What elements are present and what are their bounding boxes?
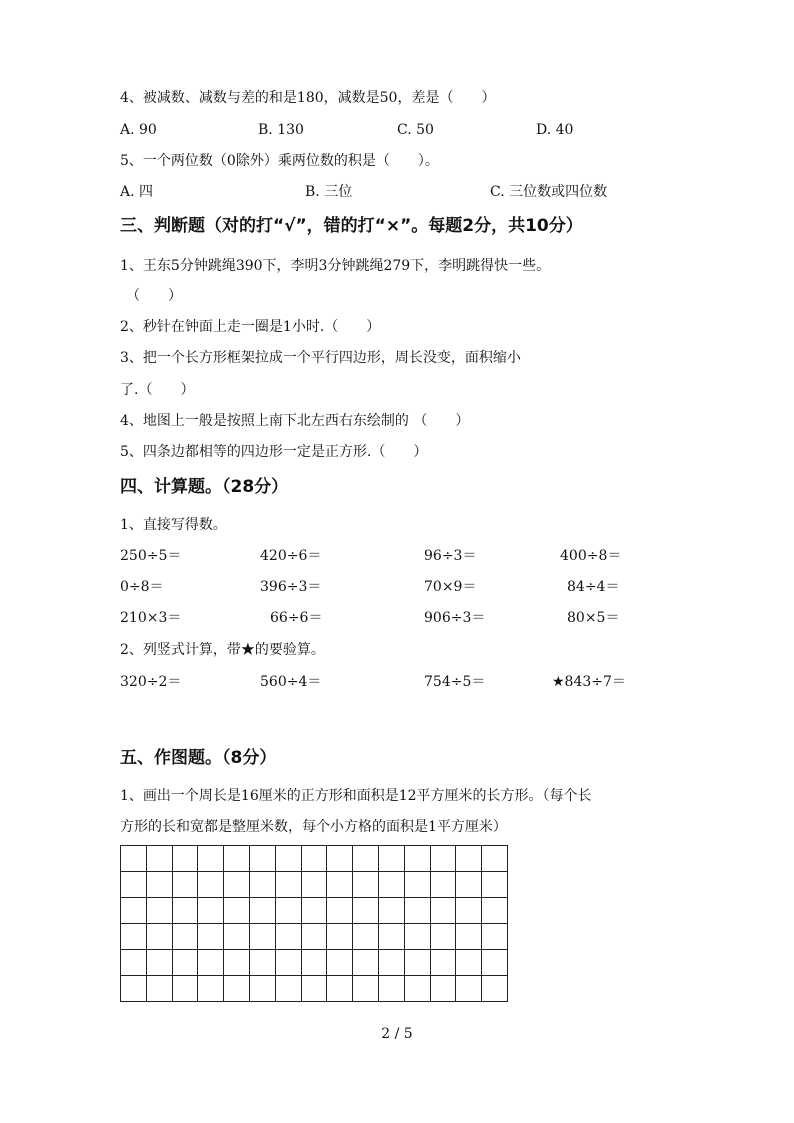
grid-cell xyxy=(276,976,302,1002)
grid-cell xyxy=(431,872,457,898)
grid-cell xyxy=(327,976,353,1002)
s3-item-3: 3、把一个长方形框架拉成一个平行四边形，周长没变，面积缩小 xyxy=(120,350,521,366)
grid-cell xyxy=(456,950,482,976)
vertical-calc-4: ★843÷7＝ xyxy=(552,674,626,690)
grid-cell xyxy=(224,872,250,898)
grid-cell xyxy=(379,846,405,872)
s4-sub1: 1、直接写得数。 xyxy=(120,517,227,533)
grid-cell xyxy=(431,846,457,872)
grid-cell xyxy=(198,898,224,924)
grid-cell xyxy=(224,846,250,872)
grid-cell xyxy=(353,846,379,872)
s5-line-2: 方形的长和宽都是整厘米数，每个小方格的面积是1平方厘米） xyxy=(120,819,507,835)
grid-cell xyxy=(353,976,379,1002)
grid-cell xyxy=(405,846,431,872)
calc-r2-c1: 0÷8＝ xyxy=(120,579,164,595)
grid-cell xyxy=(482,924,508,950)
calc-r1-c2: 420÷6＝ xyxy=(260,548,322,564)
grid-cell xyxy=(147,898,173,924)
grid-cell xyxy=(482,872,508,898)
grid-cell xyxy=(302,846,328,872)
grid-cell xyxy=(173,950,199,976)
grid-cell xyxy=(198,872,224,898)
grid-cell xyxy=(276,898,302,924)
s3-item-2: 2、秒针在钟面上走一圈是1小时.（ ） xyxy=(120,319,381,335)
grid-cell xyxy=(224,924,250,950)
grid-cell xyxy=(353,872,379,898)
page-number: 2 / 5 xyxy=(381,1026,413,1042)
grid-cell xyxy=(250,872,276,898)
grid-cell xyxy=(482,898,508,924)
grid-cell xyxy=(302,898,328,924)
grid-cell xyxy=(405,924,431,950)
grid-cell xyxy=(173,872,199,898)
grid-cell xyxy=(173,898,199,924)
calc-r1-c3: 96÷3＝ xyxy=(424,548,477,564)
calc-r2-c3: 70×9＝ xyxy=(424,579,477,595)
grid-cell xyxy=(482,976,508,1002)
grid-cell xyxy=(250,898,276,924)
s3-item-3-cont: 了.（ ） xyxy=(120,382,195,398)
grid-cell xyxy=(121,976,147,1002)
grid-cell xyxy=(250,976,276,1002)
grid-cell xyxy=(405,872,431,898)
calc-r1-c1: 250÷5＝ xyxy=(120,548,182,564)
grid-cell xyxy=(431,950,457,976)
grid-cell xyxy=(198,846,224,872)
grid-cell xyxy=(147,976,173,1002)
grid-cell xyxy=(431,898,457,924)
grid-cell xyxy=(379,950,405,976)
q5-option-b: B. 三位 xyxy=(305,184,353,200)
grid-cell xyxy=(173,976,199,1002)
grid-cell xyxy=(121,898,147,924)
grid-cell xyxy=(482,846,508,872)
grid-cell xyxy=(405,898,431,924)
grid-cell xyxy=(353,950,379,976)
q5-option-c: C. 三位数或四位数 xyxy=(490,184,608,200)
grid-cell xyxy=(302,872,328,898)
grid-cell xyxy=(198,924,224,950)
q5-option-a: A. 四 xyxy=(120,184,154,200)
s3-item-5: 5、四条边都相等的四边形一定是正方形.（ ） xyxy=(120,444,428,460)
grid-cell xyxy=(250,846,276,872)
grid-cell xyxy=(173,924,199,950)
grid-cell xyxy=(224,976,250,1002)
grid-cell xyxy=(456,898,482,924)
grid-cell xyxy=(198,950,224,976)
vertical-calc-2: 560÷4＝ xyxy=(260,674,322,690)
grid-cell xyxy=(276,924,302,950)
grid-cell xyxy=(302,976,328,1002)
grid-cell xyxy=(327,924,353,950)
q4-option-b: B. 130 xyxy=(258,122,304,138)
grid-cell xyxy=(327,898,353,924)
calc-r3-c2: 66÷6＝ xyxy=(270,610,323,626)
q4-option-c: C. 50 xyxy=(397,122,434,138)
grid-cell xyxy=(121,924,147,950)
grid-cell xyxy=(121,872,147,898)
q4-option-d: D. 40 xyxy=(536,122,574,138)
grid-cell xyxy=(173,846,199,872)
grid-cell xyxy=(405,950,431,976)
grid-cell xyxy=(327,950,353,976)
q5-text: 5、一个两位数（0除外）乘两位数的积是（ ）。 xyxy=(120,153,439,169)
grid-cell xyxy=(456,872,482,898)
vertical-calc-1: 320÷2＝ xyxy=(120,674,182,690)
s3-item-4: 4、地图上一般是按照上南下北左西右东绘制的 （ ） xyxy=(120,413,470,429)
grid-cell xyxy=(147,950,173,976)
q4-text: 4、被减数、减数与差的和是180，减数是50，差是（ ） xyxy=(120,90,496,106)
grid-cell xyxy=(482,950,508,976)
grid-cell xyxy=(327,872,353,898)
grid-cell xyxy=(379,872,405,898)
calc-r2-c4: 84÷4＝ xyxy=(567,579,620,595)
grid-cell xyxy=(250,950,276,976)
grid-cell xyxy=(379,924,405,950)
calc-r2-c2: 396÷3＝ xyxy=(260,579,322,595)
grid-cell xyxy=(224,950,250,976)
grid-cell xyxy=(379,976,405,1002)
grid-cell xyxy=(431,976,457,1002)
grid-cell xyxy=(456,976,482,1002)
section5-heading: 五、作图题。（8分） xyxy=(120,748,277,768)
grid-cell xyxy=(405,976,431,1002)
grid-cell xyxy=(353,898,379,924)
vertical-calc-3: 754÷5＝ xyxy=(424,674,486,690)
calc-r3-c3: 906÷3＝ xyxy=(424,610,486,626)
section4-heading: 四、计算题。（28分） xyxy=(120,477,289,497)
grid-cell xyxy=(276,950,302,976)
calc-r1-c4: 400÷8＝ xyxy=(560,548,622,564)
grid-cell xyxy=(121,846,147,872)
calc-r3-c4: 80×5＝ xyxy=(567,610,620,626)
s3-item-1-blank: （ ） xyxy=(126,288,182,304)
grid-cell xyxy=(302,950,328,976)
s4-sub2: 2、列竖式计算，带★的要验算。 xyxy=(120,642,325,658)
grid-cell xyxy=(456,924,482,950)
grid-cell xyxy=(327,846,353,872)
s3-item-1: 1、王东5分钟跳绳390下，李明3分钟跳绳279下，李明跳得快一些。 xyxy=(120,258,551,274)
grid-cell xyxy=(198,976,224,1002)
section3-heading: 三、判断题（对的打“√”，错的打“×”。每题2分，共10分） xyxy=(120,216,583,236)
grid-cell xyxy=(250,924,276,950)
grid-cell xyxy=(456,846,482,872)
s5-line-1: 1、画出一个周长是16厘米的正方形和面积是12平方厘米的长方形。（每个长 xyxy=(120,788,592,804)
grid-cell xyxy=(121,950,147,976)
grid-cell xyxy=(379,898,405,924)
grid-cell xyxy=(224,898,250,924)
grid-cell xyxy=(147,872,173,898)
grid-cell xyxy=(147,924,173,950)
drawing-grid xyxy=(120,845,508,1002)
grid-cell xyxy=(147,846,173,872)
grid-cell xyxy=(276,846,302,872)
q4-option-a: A. 90 xyxy=(120,122,157,138)
grid-cell xyxy=(431,924,457,950)
grid-cell xyxy=(302,924,328,950)
grid-cell xyxy=(353,924,379,950)
calc-r3-c1: 210×3＝ xyxy=(120,610,182,626)
grid-cell xyxy=(276,872,302,898)
